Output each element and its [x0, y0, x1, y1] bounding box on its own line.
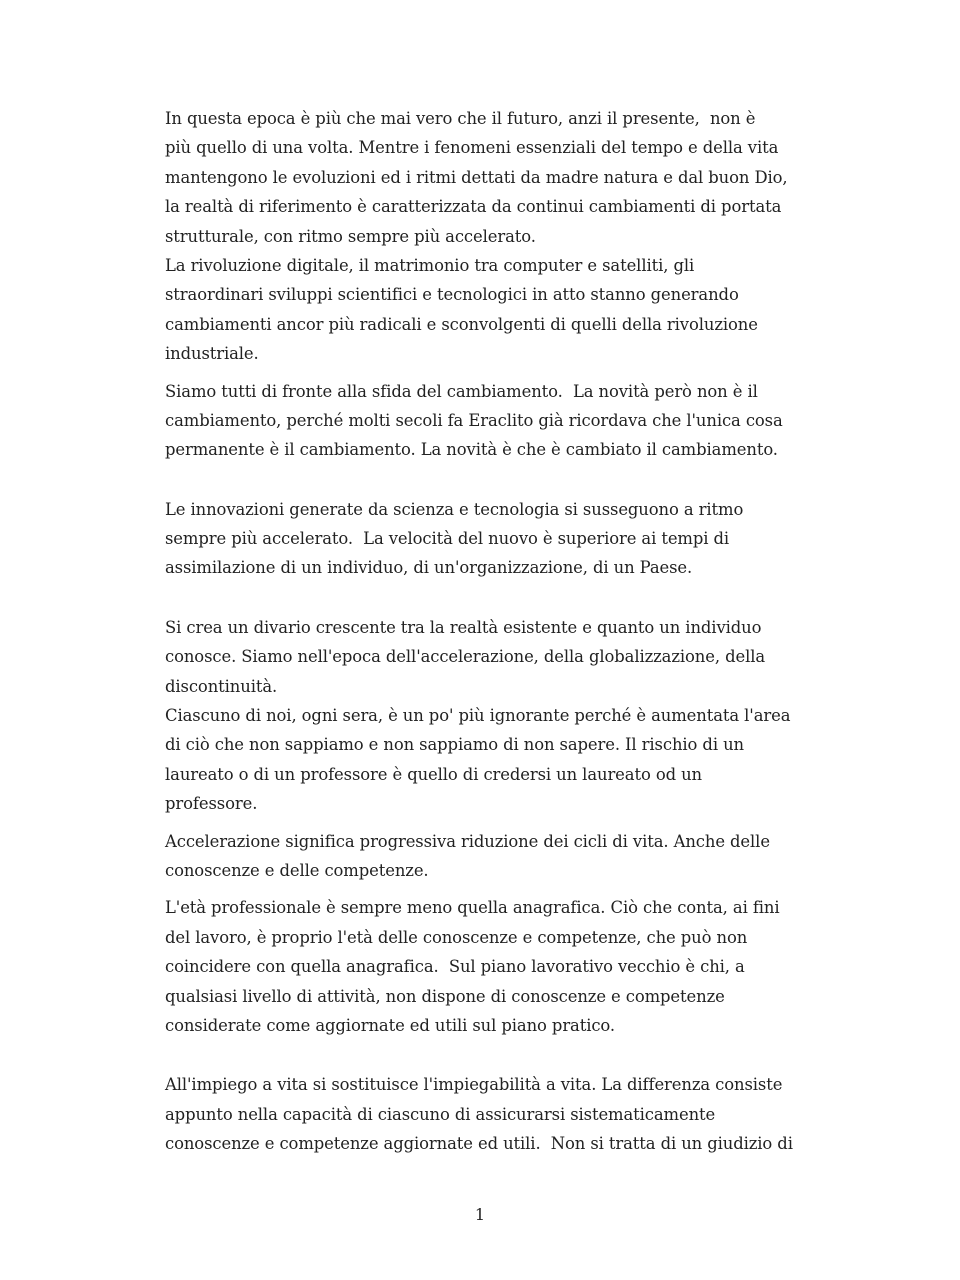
text-line: L'età professionale è sempre meno quella anagrafica. Ciò che conta, ai fini [165, 898, 780, 918]
paragraph [165, 377, 805, 465]
text-line: considerate come aggiornate ed utili sul piano pratico. [165, 1015, 616, 1035]
paragraph-spacer [165, 885, 805, 893]
text-line: La rivoluzione digitale, il matrimonio tra computer e satelliti, gli [165, 255, 695, 275]
text-line: mantengono le evoluzioni ed i ritmi dettati da madre natura e dal buon Dio, [165, 167, 788, 187]
text-line: assimilazione di un individuo, di un'organizzazione, di un Paese. [165, 558, 693, 578]
paragraph-spacer [165, 583, 805, 613]
paragraph [165, 893, 805, 1040]
text-line: All'impiego a vita si sostituisce l'impiegabilità a vita. La differenza consiste [165, 1075, 783, 1095]
text-line: qualsiasi livello di attività, non dispone di conoscenze e competenze [165, 986, 725, 1006]
text-line: del lavoro, è proprio l'età delle conoscenze e competenze, che può non [165, 927, 748, 947]
text-line: Ciascuno di noi, ogni sera, è un po' più ignorante perché è aumentata l'area [165, 706, 791, 726]
text-line: la realtà di riferimento è caratterizzata da continui cambiamenti di portata [165, 197, 782, 217]
text-line: straordinari sviluppi scientifici e tecnologici in atto stanno generando [165, 285, 739, 305]
text-line: Si crea un divario crescente tra la realtà esistente e quanto un individuo [165, 617, 762, 637]
text-line: industriale. [165, 344, 259, 364]
text-line: cambiamento, perché molti secoli fa Eraclito già ricordava che l'unica cosa [165, 410, 783, 430]
text-line: sempre più accelerato. La velocità del nuovo è superiore ai tempi di [165, 529, 730, 549]
paragraph-spacer [165, 465, 805, 495]
text-line: permanente è il cambiamento. La novità è che è cambiato il cambiamento. [165, 440, 778, 460]
text-line: coincidere con quella anagrafica. Sul piano lavorativo vecchio è chi, a [165, 957, 745, 977]
page-number: 1 [474, 1205, 486, 1224]
paragraph [165, 495, 805, 583]
paragraph [165, 613, 805, 701]
text-line: Siamo tutti di fronte alla sfida del cambiamento. La novità però non è il [165, 381, 758, 401]
paragraph-spacer [165, 1040, 805, 1070]
body-text [165, 104, 805, 1159]
paragraph-spacer [165, 819, 805, 827]
paragraph-spacer [165, 369, 805, 377]
text-line: Le innovazioni generate da scienza e tecnologia si susseguono a ritmo [165, 499, 744, 519]
text-line: professore. [165, 794, 258, 814]
text-line: conoscenze e competenze aggiornate ed utili. Non si tratta di un giudizio di [165, 1134, 793, 1154]
text-line: appunto nella capacità di ciascuno di assicurarsi sistematicamente [165, 1104, 716, 1124]
text-line: di ciò che non sappiamo e non sappiamo di non sapere. Il rischio di un [165, 735, 744, 755]
paragraph [165, 1070, 805, 1158]
text-line: cambiamenti ancor più radicali e sconvolgenti di quelli della rivoluzione [165, 314, 758, 334]
text-line: discontinuità. [165, 676, 278, 696]
text-line: In questa epoca è più che mai vero che il futuro, anzi il presente, non è [165, 109, 756, 128]
text-line: conosce. Siamo nell'epoca dell'accelerazione, della globalizzazione, della [165, 647, 766, 667]
text-line: più quello di una volta. Mentre i fenomeni essenziali del tempo e della vita [165, 138, 779, 158]
paragraph [165, 701, 805, 819]
text-line: laureato o di un professore è quello di credersi un laureato od un [165, 764, 703, 784]
text-line: conoscenze e delle competenze. [165, 860, 429, 880]
paragraph [165, 827, 805, 886]
paragraph [165, 104, 805, 251]
paragraph [165, 251, 805, 369]
text-line: Accelerazione significa progressiva riduzione dei cicli di vita. Anche delle [165, 831, 770, 851]
text-line: strutturale, con ritmo sempre più accelerato. [165, 226, 536, 246]
